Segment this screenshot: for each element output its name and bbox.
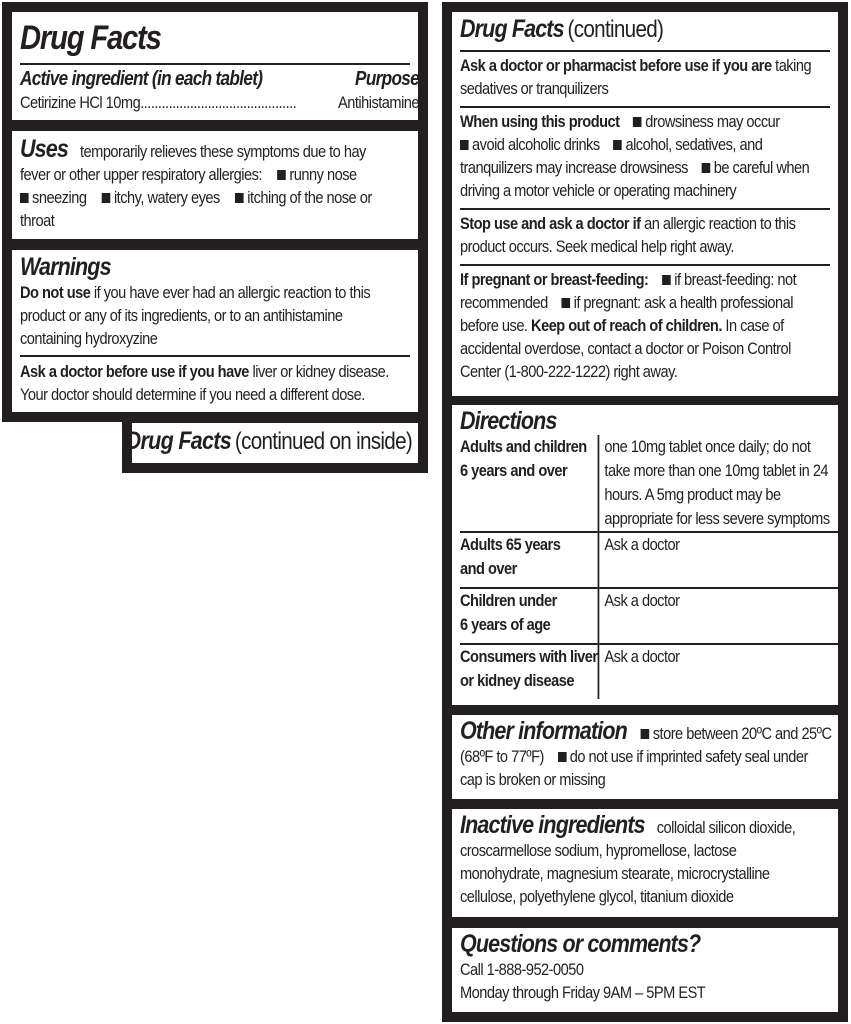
directions-dose: hours. A 5mg product may be	[604, 485, 781, 504]
bullet-icon	[662, 275, 671, 285]
uses-item: runny nose	[289, 165, 357, 184]
uses-heading: Uses	[20, 135, 68, 163]
warning-text: product occurs. Seek medical help right away.	[460, 237, 734, 256]
uses-item: throat	[20, 211, 55, 230]
bullet-icon	[102, 193, 111, 203]
bullet-icon	[460, 140, 469, 150]
pregnant-label: If pregnant or breast-feeding:	[460, 270, 649, 289]
stop-use-label: Stop use and ask a doctor if	[460, 214, 641, 233]
warning-text: sedatives or tranquilizers	[460, 79, 609, 98]
ask-pharmacist-label: Ask a doctor or pharmacist before use if you are	[460, 56, 772, 75]
do-not-use-label: Do not use	[20, 283, 91, 302]
directions-table	[460, 435, 838, 699]
ask-doctor-label: Ask a doctor before use if you have	[20, 362, 249, 381]
directions-who: Children under	[460, 591, 557, 610]
continued-tab-title: Drug Facts	[125, 427, 231, 455]
directions-row	[460, 588, 838, 644]
bullet-icon	[702, 163, 711, 173]
inactive-ingredients-box	[452, 809, 838, 917]
bullet-icon	[20, 193, 29, 203]
uses-box	[12, 131, 418, 239]
inactive-ingredients-text: colloidal silicon dioxide,	[656, 818, 796, 837]
when-using-item: avoid alcoholic drinks	[472, 135, 600, 154]
when-using-item: driving a motor vehicle or operating machinery	[460, 181, 737, 200]
when-using-item: alcohol, sedatives, and	[625, 135, 763, 154]
directions-who: 6 years of age	[460, 615, 551, 634]
continued-on-inside-tab	[125, 423, 418, 463]
active-ingredient-purpose: Antihistamine	[337, 93, 420, 112]
questions-heading: Questions or comments?	[460, 930, 701, 958]
warnings-heading: Warnings	[20, 253, 111, 281]
pregnant-item: if breast-feeding: not	[674, 270, 797, 289]
questions-hours: Monday through Friday 9AM – 5PM EST	[460, 983, 706, 1002]
directions-dose: Ask a doctor	[604, 535, 680, 554]
continued-tab-suffix: (continued on inside)	[234, 428, 412, 455]
uses-item: itching of the nose or	[247, 188, 372, 207]
directions-who: Adults 65 years	[460, 535, 561, 554]
directions-who: Adults and children	[460, 437, 587, 456]
purpose-header: Purpose	[355, 68, 420, 90]
directions-who: Consumers with liver	[460, 647, 598, 666]
directions-dose: Ask a doctor	[604, 591, 680, 610]
bullet-icon	[562, 298, 571, 308]
other-information-heading: Other information	[460, 717, 627, 745]
warning-text: Your doctor should determine if you need a different dose.	[20, 385, 365, 404]
warning-text: containing hydroxyzine	[20, 329, 158, 348]
directions-dose: take more than one 10mg tablet in 24	[604, 461, 829, 480]
continued-title-suffix: (continued)	[567, 16, 664, 43]
keep-out-of-reach-label: Keep out of reach of children.	[531, 316, 722, 335]
bullet-icon	[235, 193, 244, 203]
inactive-ingredients-text: croscarmellose sodium, hypromellose, lactose	[460, 841, 737, 860]
warning-text: an allergic reaction to this	[644, 214, 796, 233]
poison-control-text: Center (1-800-222-1222) right away.	[460, 362, 678, 381]
bullet-icon	[558, 752, 567, 762]
directions-row	[460, 435, 838, 532]
warning-text: accidental overdose, contact a doctor or Poison Control	[460, 339, 791, 358]
inactive-ingredients-text: cellulose, polyethylene glycol, titanium dioxide	[460, 887, 734, 906]
directions-who: and over	[460, 559, 517, 578]
active-ingredient-box	[12, 12, 418, 120]
directions-dose: one 10mg tablet once daily; do not	[604, 437, 811, 456]
directions-row	[460, 644, 838, 699]
uses-text: temporarily relieves these symptoms due to hay	[79, 142, 366, 161]
directions-dose: appropriate for less severe symptoms	[604, 509, 830, 528]
when-using-item: tranquilizers may increase drowsiness	[460, 158, 688, 177]
warning-text: liver or kidney disease.	[252, 362, 389, 381]
when-using-label: When using this product	[460, 112, 620, 131]
inactive-ingredients-text: monohydrate, magnesium stearate, microcrystalline	[460, 864, 770, 883]
warning-text: In case of	[725, 316, 784, 335]
bullet-icon	[633, 117, 642, 127]
questions-phone: Call 1-888-952-0050	[460, 960, 584, 979]
active-ingredient-name: Cetirizine HCl 10mg	[20, 93, 141, 112]
bullet-icon	[641, 729, 650, 739]
inactive-ingredients-heading: Inactive ingredients	[460, 811, 645, 839]
bullet-icon	[613, 140, 622, 150]
uses-item: itchy, watery eyes	[113, 188, 220, 207]
directions-who: 6 years and over	[460, 461, 568, 480]
directions-dose: Ask a doctor	[604, 647, 680, 666]
warning-text: product or any of its ingredients, or to an antihistamine	[20, 306, 343, 325]
active-ingredient-header: Active ingredient (in each tablet)	[20, 68, 263, 90]
other-information-box	[452, 715, 838, 799]
when-using-item: be careful when	[713, 158, 810, 177]
leader-dots: ............................................	[140, 93, 297, 112]
continued-warnings-box	[452, 12, 838, 396]
questions-box	[452, 928, 838, 1012]
warnings-box	[12, 250, 418, 412]
when-using-item: drowsiness may occur	[645, 112, 780, 131]
other-info-item: (68ºF to 77ºF)	[460, 747, 544, 766]
other-info-item: store between 20ºC and 25ºC	[652, 724, 832, 743]
uses-text: fever or other upper respiratory allergies:	[20, 165, 262, 184]
page-title: Drug Facts	[20, 19, 161, 57]
pregnant-item: recommended	[460, 293, 548, 312]
uses-item: sneezing	[32, 188, 87, 207]
directions-box	[452, 405, 838, 705]
other-info-item: do not use if imprinted safety seal under	[569, 747, 808, 766]
warning-text: if you have ever had an allergic reaction to this	[93, 283, 371, 302]
pregnant-item: if pregnant: ask a health professional	[573, 293, 793, 312]
directions-row	[460, 532, 838, 588]
directions-who: or kidney disease	[460, 671, 574, 690]
bullet-icon	[277, 170, 286, 180]
continued-title: Drug Facts	[460, 15, 564, 43]
warning-text: taking	[775, 56, 812, 75]
pregnant-item: before use.	[460, 316, 528, 335]
directions-heading: Directions	[460, 407, 557, 435]
other-info-item: cap is broken or missing	[460, 770, 606, 789]
